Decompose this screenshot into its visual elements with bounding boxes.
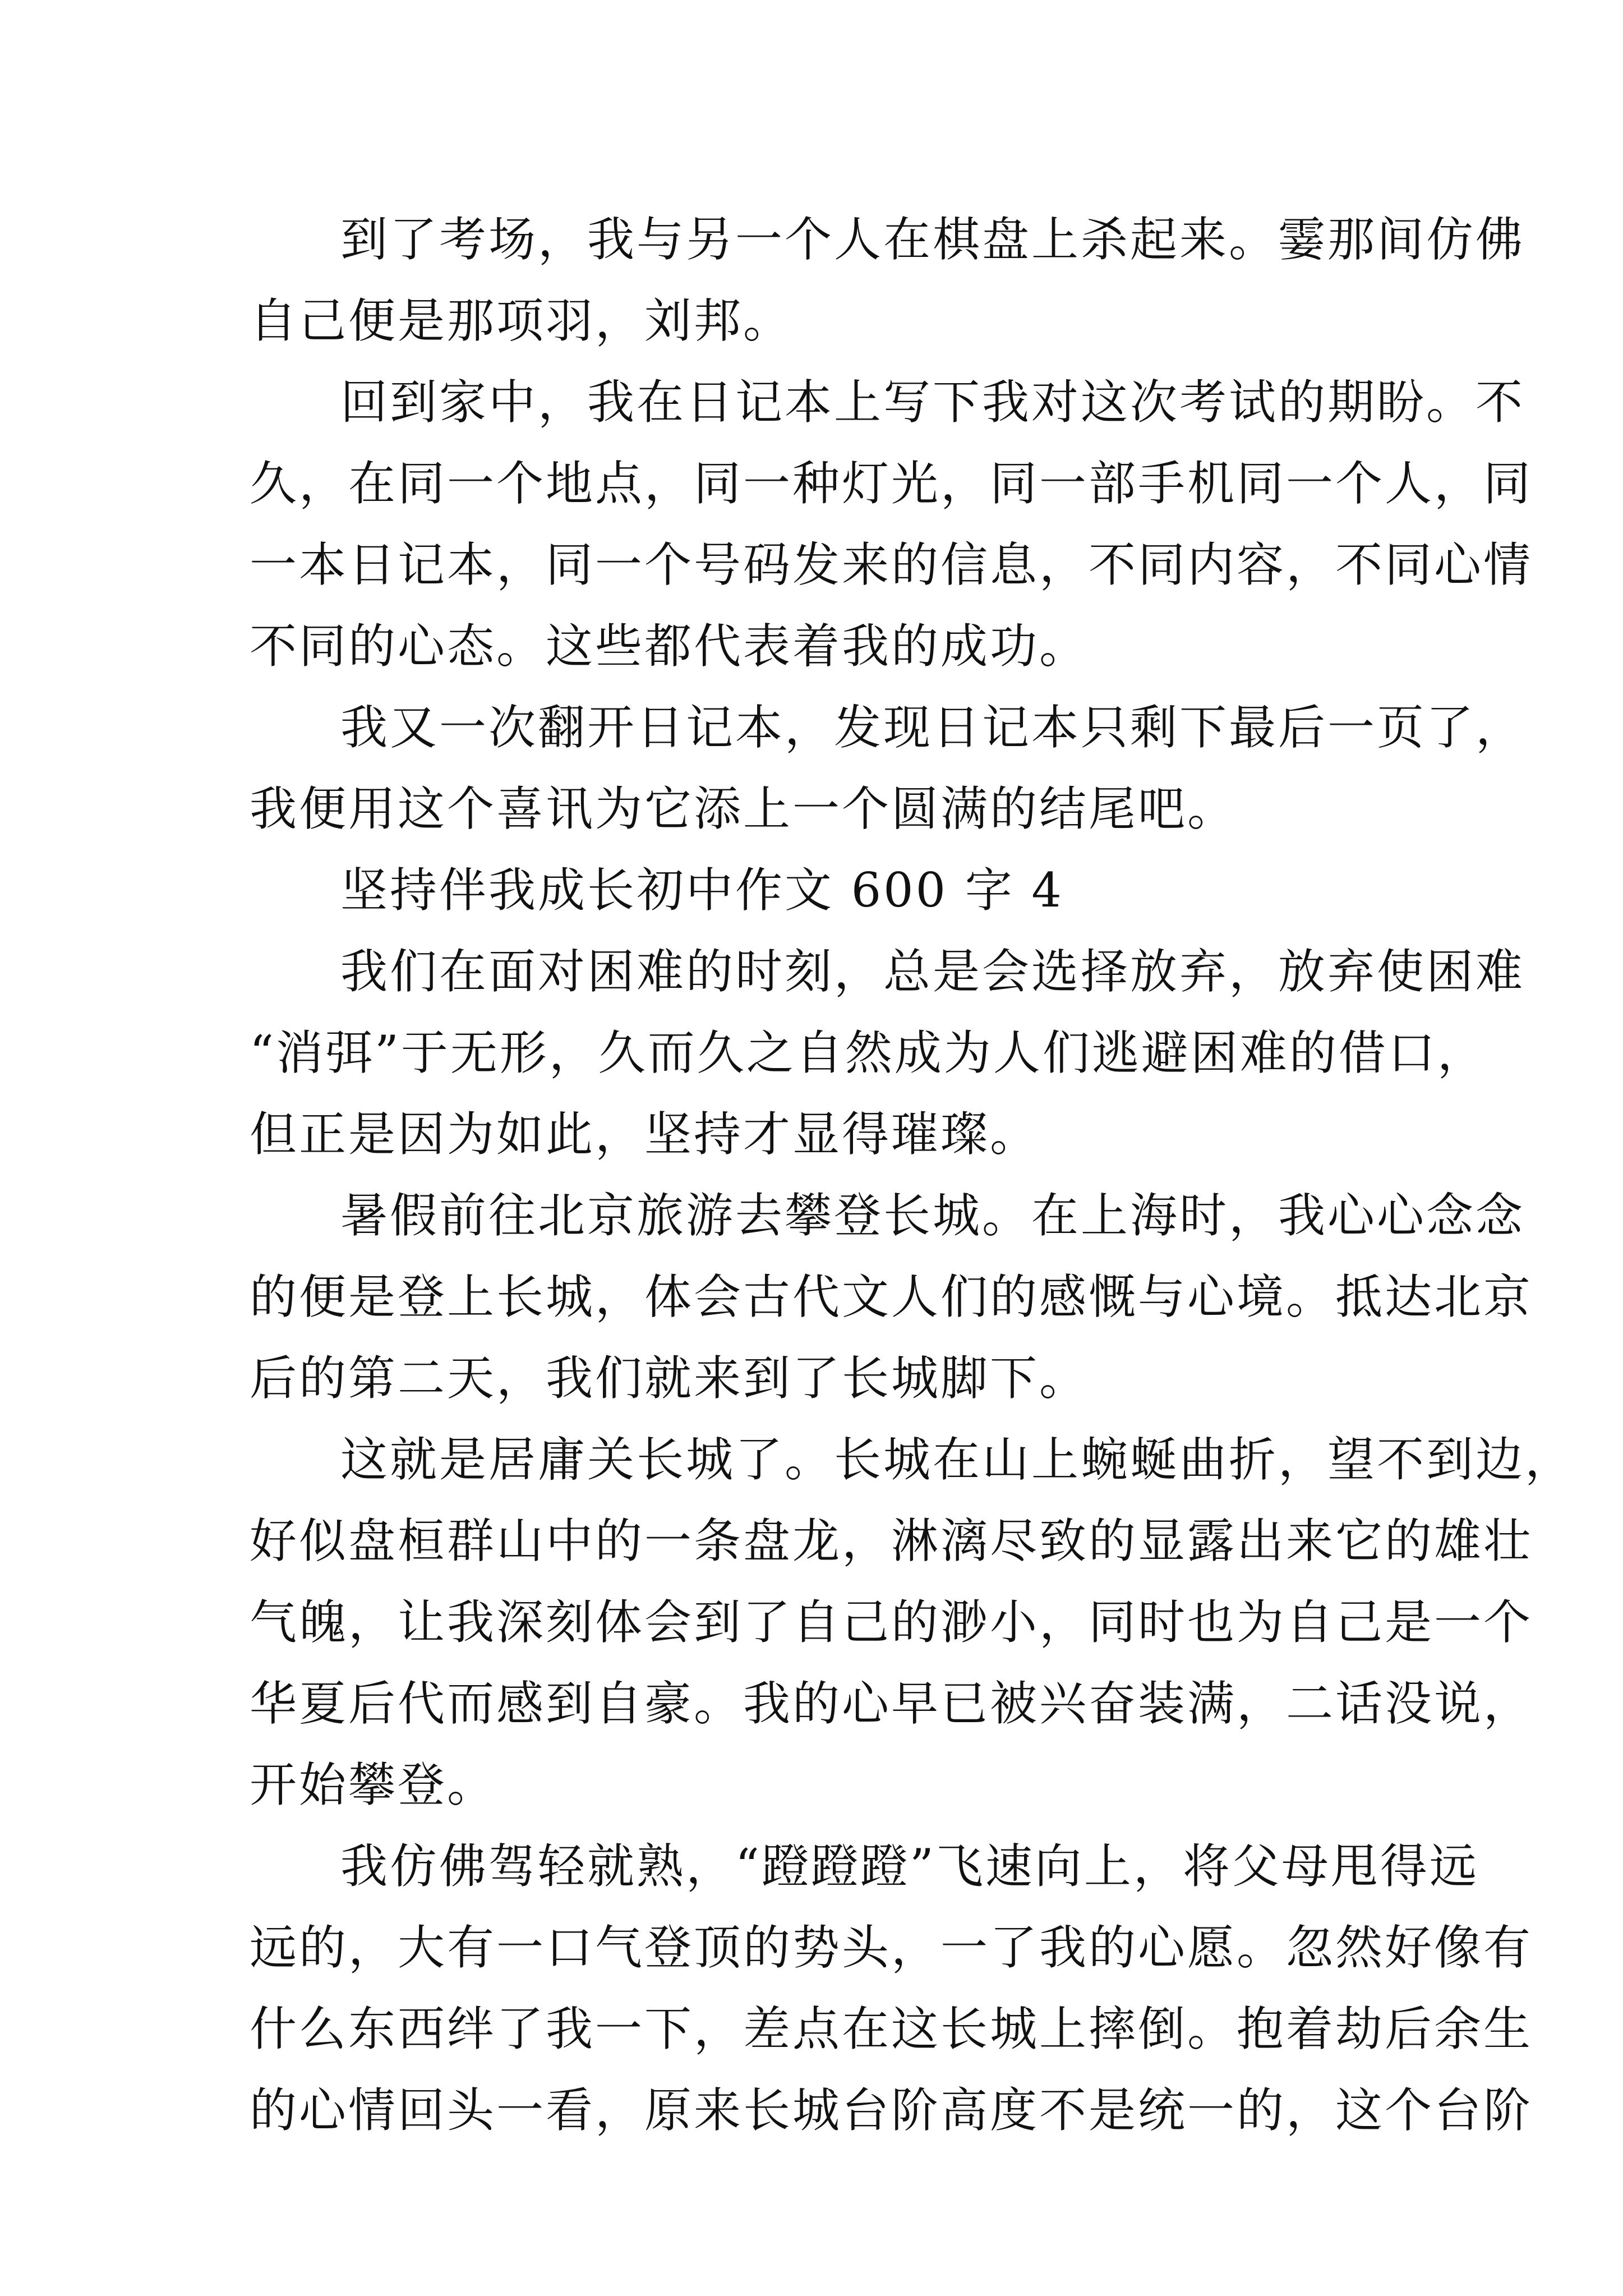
text-line: 什么东西绊了我一下，差点在这长城上摔倒。抱着劫后余生: [250, 2001, 1533, 2056]
text-line: 我又一次翻开日记本，发现日记本只剩下最后一页了，: [340, 700, 1525, 755]
text-line: 我仿佛驾轻就熟，“蹬蹬蹬”飞速向上，将父母甩得远: [340, 1839, 1479, 1894]
text-line: 气魄，让我深刻体会到了自己的渺小，同时也为自己是一个: [250, 1595, 1533, 1650]
paragraph: [250, 1175, 1533, 1419]
text-line: 一本日记本，同一个号码发来的信息，不同内容，不同心情: [250, 537, 1533, 592]
text-line: 远的，大有一口气登顶的势头，一了我的心愿。忽然好像有: [250, 1920, 1533, 1975]
text-line: 这就是居庸关长城了。长城在山上蜿蜒曲折，望不到边，: [340, 1432, 1575, 1487]
text-line: 久，在同一个地点，同一种灯光，同一部手机同一个人，同: [250, 456, 1533, 511]
paragraph: [250, 199, 1525, 362]
text-line: 好似盘桓群山中的一条盘龙，淋漓尽致的显露出来它的雄壮: [250, 1513, 1533, 1568]
text-line: 后的第二天，我们就来到了长城脚下。: [250, 1351, 1089, 1406]
section-heading: [250, 850, 1388, 931]
text-line: 暑假前往北京旅游去攀登长城。在上海时，我心心念念: [340, 1188, 1525, 1243]
paragraph: [250, 1826, 1533, 2151]
text-line: 我便用这个喜讯为它添上一个圆满的结尾吧。: [250, 781, 1237, 836]
text-line: 自己便是那项羽，刘邦。: [250, 293, 793, 348]
text-line: 开始攀登。: [250, 1757, 497, 1812]
text-line: 但正是因为如此，坚持才显得璀璨。: [250, 1107, 1040, 1162]
text-line: 我们在面对困难的时刻，总是会选择放弃，放弃使困难: [340, 944, 1525, 999]
document-body: [250, 199, 1575, 2151]
text-line: 回到家中，我在日记本上写下我对这次考试的期盼。不: [340, 375, 1525, 430]
text-line: 的心情回头一看，原来长城台阶高度不是统一的，这个台阶: [250, 2083, 1533, 2138]
text-line: 不同的心态。这些都代表着我的成功。: [250, 619, 1089, 674]
paragraph: [250, 362, 1533, 687]
text-line: “消弭”于无形，久而久之自然成为人们逃避困难的借口，: [250, 1025, 1487, 1080]
text-line: 的便是登上长城，体会古代文人们的感慨与心境。抵达北京: [250, 1269, 1533, 1324]
text-line: 到了考场，我与另一个人在棋盘上杀起来。霎那间仿佛: [340, 212, 1525, 267]
paragraph: [250, 687, 1525, 850]
paragraph: [250, 931, 1525, 1175]
heading-line: 坚持伴我成长初中作文 600 字 4: [340, 863, 1064, 918]
text-line: 华夏后代而感到自豪。我的心早已被兴奋装满，二话没说，: [250, 1676, 1533, 1731]
paragraph: [250, 1419, 1575, 1826]
